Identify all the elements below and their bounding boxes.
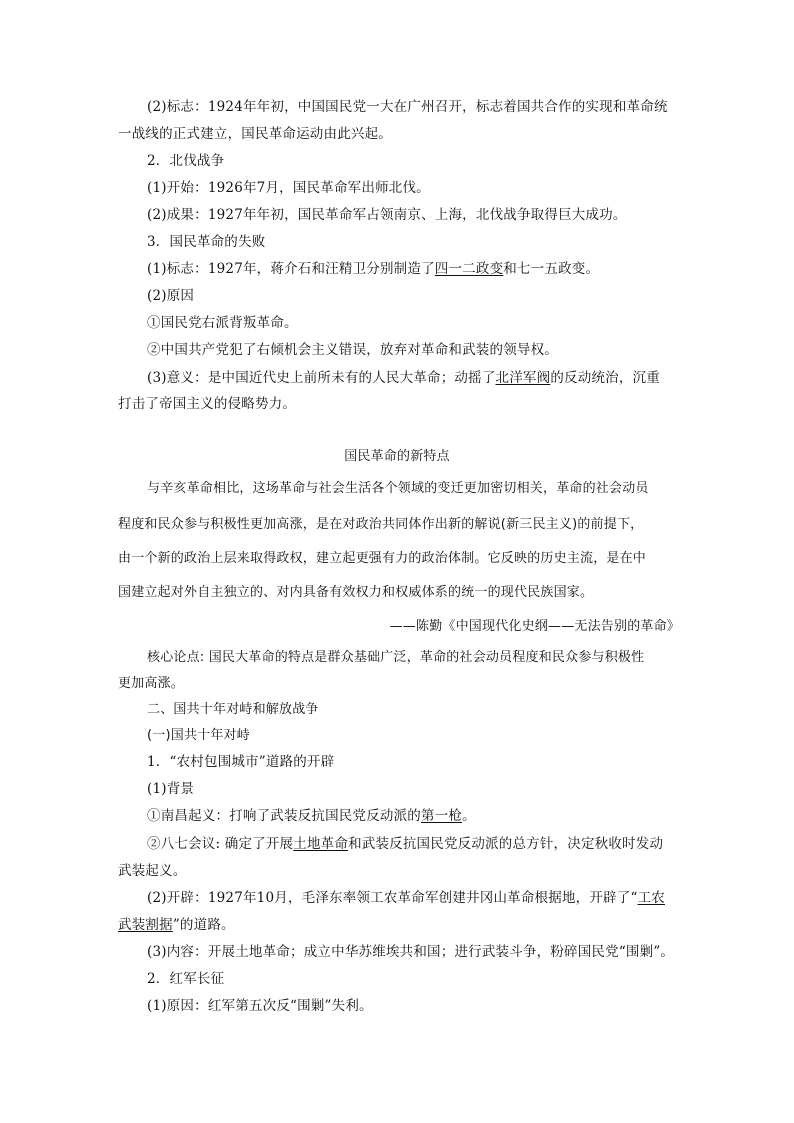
text-span: (3)意义：是中国近代史上前所未有的人民大革命；动摇了 — [147, 370, 496, 386]
paragraph-line — [147, 259, 707, 279]
paragraph-line: ②中国共产党犯了右倾机会主义错误，放弃对革命和武装的领导权。 — [147, 342, 558, 358]
section-heading: 二、国共十年对峙和解放战争 — [147, 702, 319, 717]
section-heading: 2．红军长征 — [147, 971, 225, 987]
section-heading: 2．北伐战争 — [147, 153, 225, 169]
text-span: ①南昌起义：打响了武装反抗国民党反动派的 — [147, 808, 421, 824]
paragraph-line — [147, 834, 707, 854]
box-title: 国民革命的新特点 — [344, 449, 450, 464]
section-heading: 3．国民革命的失败 — [147, 234, 266, 250]
underlined-term: 工农 — [637, 890, 665, 906]
paragraph-line — [147, 806, 707, 826]
paragraph-line: 武装起义。 — [118, 863, 187, 879]
paragraph-line: (1)背景 — [147, 781, 195, 797]
text-span: 的反动统治，沉重 — [550, 370, 660, 386]
underlined-term: 第一枪 — [421, 808, 463, 824]
paragraph-line — [118, 915, 678, 935]
text-span: 。 — [462, 808, 476, 824]
underlined-term: 武装割据 — [118, 917, 173, 933]
text-span: ”的道路。 — [172, 917, 235, 933]
box-paragraph-line: 国建立起对外自主独立的、对内具备有效权力和权威体系的统一的现代民族国家。 — [118, 585, 594, 600]
paragraph-line: (1)开始：1926年7月，国民革命军出师北伐。 — [147, 180, 430, 196]
underlined-term: 土地革命 — [293, 836, 349, 852]
text-span: 和武装反抗国民党反动派的总方针，决定秋收时发动 — [348, 836, 664, 852]
underlined-term: 四一二政变 — [434, 261, 504, 277]
box-paragraph-line: 由一个新的政治上层来取得政权，建立起更强有力的政治体制。它反映的历史主流，是在中 — [118, 551, 647, 566]
paragraph-line: 一战线的正式建立，国民革命运动由此兴起。 — [118, 126, 392, 142]
paragraph-line: (3)内容：开展土地革命；成立中华苏维埃共和国；进行武装斗争，粉碎国民党“围剿”。 — [147, 944, 675, 960]
paragraph-line: ①国民党右派背叛革命。 — [147, 315, 298, 331]
paragraph-line: (2)标志：1924年年初，中国国民党一大在广州召开，标志着国共合作的实现和革命统 — [147, 99, 668, 115]
box-paragraph-line: 程度和民众参与积极性更加高涨，是在对政治共同体作出新的解说(新三民主义)的前提下， — [118, 517, 644, 532]
core-point-line: 更加高涨。 — [118, 676, 185, 691]
paragraph-line — [147, 888, 707, 908]
paragraph-line: (2)成果：1927年年初，国民革命军占领南京、上海，北伐战争取得巨大成功。 — [147, 207, 627, 223]
paragraph-line: 打击了帝国主义的侵略势力。 — [118, 396, 297, 412]
paragraph-line: (2)原因 — [147, 288, 195, 304]
text-span: (1)标志：1927年，蒋介石和汪精卫分别制造了 — [147, 261, 435, 277]
text-span: (2)开辟：1927年10月，毛泽东率领工农革命军创建井冈山革命根据地，开辟了“ — [147, 890, 638, 906]
quote-source: ——陈勤《中国现代化史纲——无法告别的革命》 — [389, 619, 680, 634]
paragraph-line: (1)原因：红军第五次反“围剿”失利。 — [147, 998, 373, 1014]
paragraph-line — [147, 368, 707, 388]
text-span: 和七一五政变。 — [503, 261, 600, 277]
box-paragraph-line: 与辛亥革命相比，这场革命与社会生活各个领域的变迁更加密切相关，革命的社会动员 — [147, 481, 649, 496]
underlined-term: 北洋军阀 — [495, 370, 551, 386]
core-point-line: 核心论点: 国民大革命的特点是群众基础广泛，革命的社会动员程度和民众参与积极性 — [147, 650, 645, 665]
text-span: ②八七会议: 确定了开展 — [147, 836, 294, 852]
section-heading: (一)国共十年对峙 — [147, 728, 250, 743]
section-heading: 1．“农村包围城市”道路的开辟 — [147, 754, 335, 770]
